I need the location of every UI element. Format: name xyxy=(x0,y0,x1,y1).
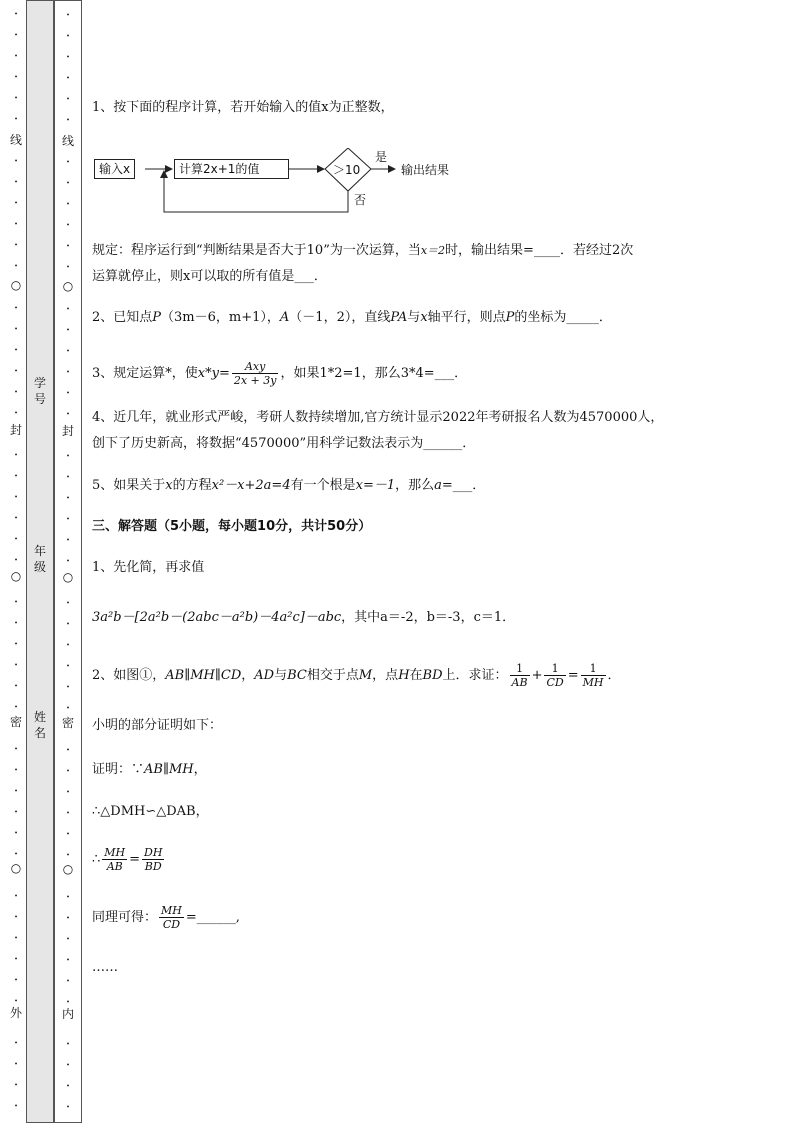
outer-dot: • xyxy=(14,893,18,900)
q3-denominator: 2x + 3y xyxy=(233,374,277,387)
q2-text-f: 的坐标为_____． xyxy=(514,310,612,325)
loop-back-line xyxy=(164,174,348,212)
flow-output-label: 输出结果 xyxy=(401,163,450,177)
flow-no-label: 否 xyxy=(354,193,367,207)
q5-text-a: 5、如果关于 xyxy=(92,478,166,493)
q5-text-d: ，那么 xyxy=(395,478,435,493)
inner-dot: • xyxy=(66,201,70,208)
inner-dot: • xyxy=(66,54,70,61)
inner-dot: • xyxy=(66,222,70,229)
q3-fraction xyxy=(232,360,279,387)
inner-dot: • xyxy=(66,390,70,397)
s2-seg-bd: BD xyxy=(422,668,443,683)
s2-proof1-a: 证明：∵ xyxy=(92,762,145,777)
outer-mark: 封 xyxy=(9,423,22,437)
inner-dotted-cut-line xyxy=(61,1,75,1124)
outer-dot: • xyxy=(14,851,18,858)
outer-dot: • xyxy=(14,389,18,396)
outer-dot: • xyxy=(14,452,18,459)
q2-point-a: A xyxy=(279,310,290,325)
s2-text-f: 在 xyxy=(409,668,423,683)
outer-dot: • xyxy=(14,683,18,690)
student-id-label xyxy=(32,375,48,407)
q2-axis-x: x xyxy=(420,310,428,325)
inner-dot: • xyxy=(66,957,70,964)
inner-dot: • xyxy=(66,1083,70,1090)
outer-dot: • xyxy=(14,263,18,270)
inner-dot: • xyxy=(66,621,70,628)
q2-line-pa: PA xyxy=(390,310,408,325)
inner-dot: • xyxy=(66,348,70,355)
flow-compute-box: 计算2x+1的值 xyxy=(174,159,289,179)
s2-proof4-pre: 同理可得： xyxy=(92,910,158,925)
student-id-text: 学号 xyxy=(33,376,46,406)
s2-text-a: 2、如图①， xyxy=(92,668,166,683)
inner-dot: • xyxy=(66,810,70,817)
inner-dot: • xyxy=(66,327,70,334)
inner-dot: • xyxy=(66,12,70,19)
q2 xyxy=(92,308,612,328)
inner-mark: ○ xyxy=(62,279,74,293)
s2-ratio1-num: MH xyxy=(104,846,126,859)
inner-dot: • xyxy=(66,369,70,376)
s2-proof-line3: ∴ $\frac{MH}{AB}$ = $\frac{DH}{BD}$ xyxy=(92,846,163,873)
inner-dot: • xyxy=(66,117,70,124)
flow-yes-label: 是 xyxy=(375,150,388,164)
q1-rule-text-a: 规定：程序运行到“判断结果是否大于10”为一次运算，当 xyxy=(92,243,421,258)
outer-mark: 密 xyxy=(9,715,22,729)
name-text: 姓名 xyxy=(33,710,46,740)
s2-point-m: M xyxy=(358,668,373,683)
q3 xyxy=(92,356,467,392)
outer-dot: • xyxy=(14,620,18,627)
s2-point-h: H xyxy=(398,668,410,683)
inner-dot: • xyxy=(66,915,70,922)
section3-heading: 三、解答题（5小题，每小题10分，共计50分） xyxy=(92,519,372,534)
inner-dot: • xyxy=(66,684,70,691)
grade-label xyxy=(32,543,48,575)
grade-text: 年级 xyxy=(33,544,46,574)
inner-dot: • xyxy=(66,831,70,838)
q5-root: x=－1 xyxy=(355,478,396,493)
outer-dot: • xyxy=(14,977,18,984)
outer-dot: • xyxy=(14,242,18,249)
q4-line1: 4、近几年，就业形式严峻，考研人数持续增加,官方统计显示2022年考研报名人数为4570000人， xyxy=(92,410,664,425)
inner-dot: • xyxy=(66,159,70,166)
inner-dot: • xyxy=(66,852,70,859)
s2-proof-line1 xyxy=(92,760,207,780)
outer-dot: • xyxy=(14,200,18,207)
q2-text-a: 2、已知点 xyxy=(92,310,153,325)
s1-prompt: 1、先化简，再求值 xyxy=(92,560,205,575)
outer-dot: • xyxy=(14,746,18,753)
flow-input-box: 输入x xyxy=(94,159,135,179)
outer-dot: • xyxy=(14,1061,18,1068)
q5-text-e: =___． xyxy=(441,478,486,493)
q2-text-b: （3m－6，m+1）， xyxy=(161,310,280,325)
outer-dot: • xyxy=(14,599,18,606)
inner-mark: 线 xyxy=(61,134,74,148)
inner-dot: • xyxy=(66,411,70,418)
outer-dot: • xyxy=(14,221,18,228)
inner-dot: • xyxy=(66,537,70,544)
s2-parallel: AB∥MH∥CD xyxy=(165,668,242,683)
q5-var-x: x xyxy=(165,478,173,493)
q5-equation: x²－x+2a=4 xyxy=(211,478,291,493)
s2-ellipsis: …… xyxy=(92,960,118,975)
inner-mark: ○ xyxy=(62,570,74,584)
outer-dot: • xyxy=(14,956,18,963)
inner-dot: • xyxy=(66,747,70,754)
inner-channel xyxy=(54,0,82,1123)
q1-prompt: 1、按下面的程序计算，若开始输入的值x为正整数， xyxy=(92,100,394,115)
outer-dot: • xyxy=(14,11,18,18)
s2-frac2-num: 1 xyxy=(544,662,565,676)
q2-text-e: 轴平行，则点 xyxy=(427,310,506,325)
inner-dot: • xyxy=(66,453,70,460)
q5 xyxy=(92,476,485,496)
s2-frac3-num: 1 xyxy=(581,662,606,676)
inner-dot: • xyxy=(66,1062,70,1069)
s1-condition: ，其中a＝-2，b＝-3，c＝1． xyxy=(341,610,516,625)
inner-dot: • xyxy=(66,894,70,901)
inner-dot: • xyxy=(66,600,70,607)
outer-dotted-cut-line xyxy=(9,0,23,1123)
inner-dot: • xyxy=(66,558,70,565)
q1-rule-condition: x＝2 xyxy=(420,244,446,257)
s2-ratio-1 xyxy=(102,846,127,873)
s2-frac-3 xyxy=(581,662,606,689)
inner-dot: • xyxy=(66,243,70,250)
name-label xyxy=(32,709,48,741)
s2-frac3-den: MH xyxy=(582,676,604,689)
inner-dot: • xyxy=(66,495,70,502)
outer-dot: • xyxy=(14,830,18,837)
s1-expression-line xyxy=(92,608,515,628)
outer-dot: • xyxy=(14,704,18,711)
outer-mark: 外 xyxy=(9,1006,22,1020)
q4-line2: 创下了历史新高，将数据“4570000”用科学记数法表示为______． xyxy=(92,436,476,451)
s2-ratio1-den: AB xyxy=(106,860,123,873)
inner-dot: • xyxy=(66,978,70,985)
s2-proof4-post: =______, xyxy=(185,910,240,925)
s2-frac1-num: 1 xyxy=(510,662,530,676)
inner-mark: 封 xyxy=(61,424,74,438)
s1-expression: 3a²b－[2a²b－(2abc－a²b)－4a²c]－abc xyxy=(92,610,342,625)
s2-ratio3-num: MH xyxy=(161,904,182,917)
outer-dot: • xyxy=(14,515,18,522)
outer-dot: • xyxy=(14,662,18,669)
s2-ratio-2 xyxy=(142,846,164,873)
outer-dot: • xyxy=(14,557,18,564)
s2-proof-line4 xyxy=(92,900,240,936)
inner-dot: • xyxy=(66,936,70,943)
q5-var-a: a xyxy=(434,478,442,493)
outer-dot: • xyxy=(14,158,18,165)
inner-dot: • xyxy=(66,516,70,523)
inner-dot: • xyxy=(66,180,70,187)
outer-dot: • xyxy=(14,179,18,186)
s2-ratio-3 xyxy=(159,904,184,931)
s2-frac-2 xyxy=(544,662,565,689)
inner-dot: • xyxy=(66,96,70,103)
s2-text-e: ，点 xyxy=(372,668,399,683)
q1-flowchart xyxy=(92,148,472,218)
s2-ratio2-num: DH xyxy=(144,846,163,859)
outer-dot: • xyxy=(14,473,18,480)
s2-text-c: 与 xyxy=(274,668,288,683)
q3-text-b: ，如果1*2=1，那么3*4=___． xyxy=(280,366,468,381)
outer-mark: ○ xyxy=(10,861,22,875)
inner-dot: • xyxy=(66,642,70,649)
s2-tail: ． xyxy=(607,668,621,683)
outer-dot: • xyxy=(14,1082,18,1089)
outer-dot: • xyxy=(14,95,18,102)
inner-dot: • xyxy=(66,474,70,481)
outer-dot: • xyxy=(14,368,18,375)
s2-text-b: ， xyxy=(241,668,255,683)
outer-dot: • xyxy=(14,305,18,312)
s2-partial-proof-intro: 小明的部分证明如下： xyxy=(92,718,223,733)
inner-dot: • xyxy=(66,789,70,796)
outer-dot: • xyxy=(14,914,18,921)
outer-dot: • xyxy=(14,410,18,417)
outer-dot: • xyxy=(14,809,18,816)
s2-ratio2-den: BD xyxy=(144,860,162,873)
s2-frac2-den: CD xyxy=(546,676,564,689)
q2-point-p2: P xyxy=(505,310,515,325)
inner-mark: 密 xyxy=(61,716,74,730)
s2-seg-ad: AD xyxy=(254,668,275,683)
q1-rule-line1 xyxy=(92,241,633,261)
s2-text-d: 相交于点 xyxy=(306,668,359,683)
student-info-strip xyxy=(26,0,54,1123)
outer-dot: • xyxy=(14,32,18,39)
inner-dot: • xyxy=(66,999,70,1006)
inner-dot: • xyxy=(66,33,70,40)
outer-dot: • xyxy=(14,347,18,354)
s2-proof1-c: ， xyxy=(193,762,207,777)
outer-dot: • xyxy=(14,116,18,123)
inner-mark: 内 xyxy=(61,1007,74,1021)
outer-dot: • xyxy=(14,494,18,501)
outer-mark: ○ xyxy=(10,569,22,583)
q2-text-d: 与 xyxy=(407,310,421,325)
inner-dot: • xyxy=(66,1104,70,1111)
outer-dot: • xyxy=(14,326,18,333)
s2-frac1-den: AB xyxy=(511,676,528,689)
outer-dot: • xyxy=(14,536,18,543)
inner-dot: • xyxy=(66,306,70,313)
q5-text-c: 有一个根是 xyxy=(290,478,356,493)
s2-seg-bc: BC xyxy=(287,668,307,683)
inner-dot: • xyxy=(66,264,70,271)
inner-dot: • xyxy=(66,768,70,775)
q1-rule-text-b: 时，输出结果=____．若经过2次 xyxy=(445,243,634,258)
outer-mark: ○ xyxy=(10,278,22,292)
outer-dot: • xyxy=(14,998,18,1005)
q1-rule-line2: 运算就停止，则x可以取的所有值是___． xyxy=(92,269,327,284)
q3-numerator: Axy xyxy=(232,360,279,374)
inner-dot: • xyxy=(66,1041,70,1048)
s2-proof3-pre: ∴ xyxy=(92,852,101,867)
q2-text-c: （－1，2），直线 xyxy=(289,310,391,325)
outer-dot: • xyxy=(14,767,18,774)
s2-statement: 2、如图①，AB∥MH∥CD，AD与BC相交于点M，点H在BD上．求证： $\frac{1}{AB}$ + $\frac{1}{CD}$ = $\frac{1}{MH}$ ． xyxy=(92,662,621,689)
outer-dot: • xyxy=(14,1040,18,1047)
outer-dot: • xyxy=(14,641,18,648)
s2-text-g: 上．求证： xyxy=(442,668,508,683)
q3-expression: x*y= xyxy=(197,366,230,381)
outer-mark: 线 xyxy=(9,133,22,147)
flow-decision-label: ＞10 xyxy=(333,163,361,177)
s2-proof-line2 xyxy=(92,802,209,822)
outer-dot: • xyxy=(14,935,18,942)
inner-dot: • xyxy=(66,705,70,712)
inner-mark: ○ xyxy=(62,862,74,876)
s2-proof1-b: AB∥MH xyxy=(144,762,194,777)
inner-dot: • xyxy=(66,663,70,670)
inner-dot: • xyxy=(66,75,70,82)
outer-dot: • xyxy=(14,788,18,795)
outer-dot: • xyxy=(14,74,18,81)
q2-point-p: P xyxy=(152,310,162,325)
s2-ratio3-den: CD xyxy=(162,918,181,931)
q5-text-b: 的方程 xyxy=(172,478,212,493)
outer-dot: • xyxy=(14,1103,18,1110)
s2-proof2: ∴△DMH∽△DAB， xyxy=(92,804,209,819)
s2-frac-1 xyxy=(510,662,530,689)
outer-dot: • xyxy=(14,53,18,60)
q3-text-a: 3、规定运算*，使 xyxy=(92,366,198,381)
